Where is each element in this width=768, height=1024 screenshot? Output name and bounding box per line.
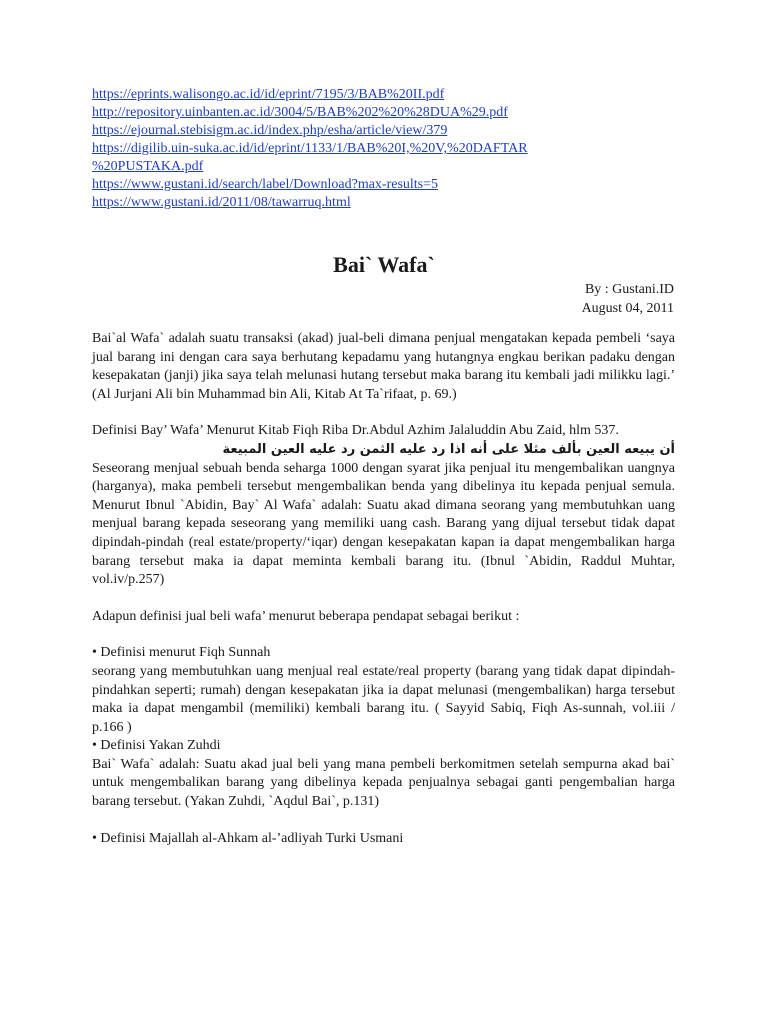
reference-link[interactable]: https://www.gustani.id/2011/08/tawarruq.html <box>92 195 351 210</box>
document-title: Bai` Wafa` <box>333 252 435 277</box>
paragraph: seorang yang membutuhkan uang menjual real estate/real property (barang yang tidak dapat dipindah-pindahkan seperti; rumah) dengan kesepakatan jika ia dapat melunasi (mengembalikan) harga tersebut maka ia dapat mengambil (memiliki) kembali barang itu. ( Sayyid Sabiq, Fiqh As-sunnah, vol.iii / p.166 ) <box>92 663 675 735</box>
arabic-quote: أن يبيعه العين بألف مثلا على أنه اذا رد عليه الثمن رد عليه العين المبيعة <box>222 441 675 457</box>
reference-link[interactable]: https://eprints.walisongo.ac.id/id/eprint/7195/3/BAB%20II.pdf <box>92 87 445 102</box>
bullet-heading: • Definisi Majallah al-Ahkam al-’adliyah Turki Usmani <box>92 830 404 846</box>
reference-link[interactable]: %20PUSTAKA.pdf <box>92 159 204 174</box>
bullet-heading: • Definisi menurut Fiqh Sunnah <box>92 645 271 661</box>
author: By : Gustani.ID <box>584 282 674 297</box>
publish-date: August 04, 2011 <box>581 301 674 316</box>
reference-link[interactable]: https://ejournal.stebisigm.ac.id/index.php/esha/article/view/379 <box>92 123 448 138</box>
paragraph: Definisi Bay’ Wafa’ Menurut Kitab Fiqh Riba Dr.Abdul Azhim Jalaluddin Abu Zaid, hlm 537. <box>92 423 619 439</box>
reference-link[interactable]: https://digilib.uin-suka.ac.id/id/eprint/1133/1/BAB%20I,%20V,%20DAFTAR <box>92 141 528 156</box>
bullet-heading: • Definisi Yakan Zuhdi <box>92 738 221 754</box>
reference-link[interactable]: https://www.gustani.id/search/label/Download?max-results=5 <box>92 177 439 192</box>
article-body <box>92 330 675 848</box>
reference-links <box>92 86 692 212</box>
reference-link[interactable]: http://repository.uinbanten.ac.id/3004/5/BAB%202%20%28DUA%29.pdf <box>92 105 508 120</box>
paragraph: Bai`al Wafa` adalah suatu transaksi (akad) jual-beli dimana penjual mengatakan kepada pembeli ‘saya jual barang ini dengan cara saya berhutang kepadamu yang hutangnya engkau berikan padaku dengan kesepakatan (janji) jika saya telah melunasi hutang tersebut maka barang itu kembali jadi milikku lagi.’ (Al Jurjani Ali bin Muhammad bin Ali, Kitab At Ta`rifaat, p. 69.) <box>92 331 675 402</box>
paragraph: Seseorang menjual sebuah benda seharga 1000 dengan syarat jika penjual itu mengembalikan uangnya (harganya), maka pembeli tersebut mengembalikan benda yang dibelinya itu kepada penjual semula. Menurut Ibnul `Abidin, Bay` Al Wafa` adalah: Suatu akad dimana seorang yang membutuhkan uang menjual barang kepada seseorang yang memiliki uang cash. Barang yang dijual tersebut tidak dapat dipindah-pindah (real estate/property/‘iqar) dengan kesepakatan kapan ia dapat mengembalikan harga barang tersebut maka ia dapat meminta kembali barang itu. (Ibnul `Abidin, Raddul Muhtar, vol.iv/p.257) <box>92 460 675 588</box>
paragraph: Adapun definisi jual beli wafa’ menurut beberapa pendapat sebagai berikut : <box>92 608 520 624</box>
paragraph: Bai` Wafa` adalah: Suatu akad jual beli yang mana pembeli berkomitmen setelah sempurna akad bai` untuk mengembalikan barang yang dibelinya kepada penjualnya sebagai ganti pengembalian harga barang tersebut. (Yakan Zuhdi, `Aqdul Bai`, p.131) <box>92 756 675 810</box>
byline <box>582 280 674 318</box>
